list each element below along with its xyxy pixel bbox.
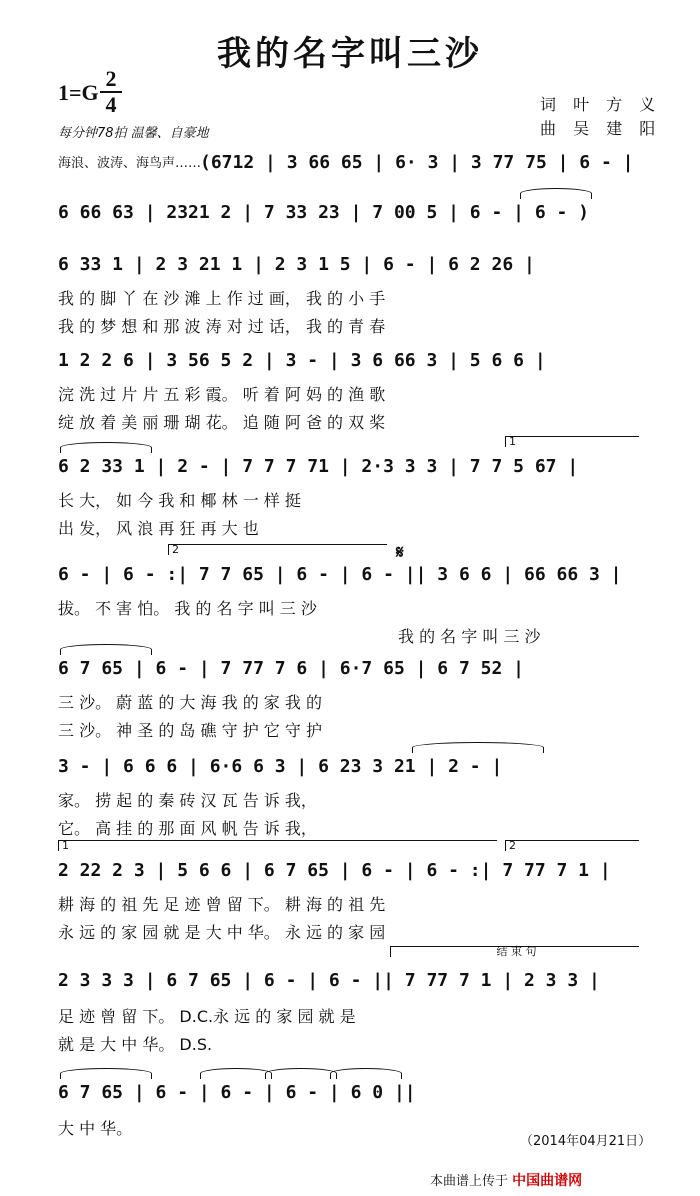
score-system-10 — [0, 945, 700, 1054]
lyric-verse-2: 它。 高 挂 的 那 面 风 帆 告 诉 我， — [58, 819, 317, 838]
notes-line: 2 3 3 3 | 6 7 65 | 6 - | 6 - || 7 77 7 1 | 2 3 3 | — [58, 970, 600, 991]
lyric-verse-2: 就 是 大 中 华。 D.S. — [58, 1035, 213, 1054]
tie-arc — [520, 188, 592, 199]
lyric-verse-1: 耕 海 的 祖 先 足 迹 曾 留 下。 耕 海 的 祖 先 — [58, 895, 386, 914]
lyric-verse-2: 我 的 梦 想 和 那 波 涛 对 过 话， 我 的 青 春 — [58, 317, 386, 336]
site-logo[interactable]: 中国曲谱网 — [512, 1173, 583, 1189]
ending-phrase-bracket: 结 束 句 — [390, 946, 639, 957]
lyric-verse-1: 拔。 不 害 怕。 我 的 名 字 叫 三 沙 — [58, 599, 317, 618]
score-system-11 — [0, 1082, 700, 1138]
slur-arc — [412, 742, 544, 753]
lyric-verse-1: 长 大， 如 今 我 和 椰 林 一 样 挺 — [58, 491, 301, 510]
lyric-verse-1: 浣 洗 过 片 片 五 彩 霞。 听 着 阿 妈 的 渔 歌 — [58, 385, 386, 404]
key-signature: 1=G — [58, 80, 99, 105]
slur-arc — [60, 442, 152, 453]
volta-2: 2 — [168, 544, 387, 555]
notes-line: 6 66 63 | 2321 2 | 7 33 23 | 7 00 5 | 6 - | 6 - ) — [58, 202, 590, 223]
time-signature — [100, 68, 122, 116]
score-system-6 — [0, 542, 700, 646]
composer-credit: 曲 吴 建 阳 — [540, 119, 662, 138]
lyric-verse-2: 三 沙。 神 圣 的 岛 礁 守 护 它 守 护 — [58, 721, 322, 740]
score-system-5 — [0, 435, 700, 538]
time-signature-top: 2 — [105, 66, 117, 91]
time-signature-bottom: 4 — [105, 92, 117, 117]
tempo-marking: 每分钟78拍 温馨、自豪地 — [58, 126, 209, 141]
volta-2: 2 — [505, 840, 639, 851]
intro-label: 海浪、波涛、海鸟声…… — [58, 156, 202, 171]
score-system-9 — [0, 839, 700, 942]
notes-line: 1 2 2 6 | 3 56 5 2 | 3 - | 3 6 66 3 | 5 6 6 | — [58, 350, 546, 371]
lyric-verse-1: 足 迹 曾 留 下。 D.C.永 远 的 家 园 就 是 — [58, 1007, 356, 1026]
lyric-verse-2: 绽 放 着 美 丽 珊 瑚 花。 追 随 阿 爸 的 双 桨 — [58, 413, 386, 432]
score-system-3 — [0, 254, 700, 336]
lyric-verse-1: 我 的 脚 丫 在 沙 滩 上 作 过 画， 我 的 小 手 — [58, 289, 386, 308]
date-stamp: （2014年04月21日） — [520, 1134, 652, 1149]
notes-line: 6 7 65 | 6 - | 6 - | 6 - | 6 0 || — [58, 1082, 416, 1103]
score-system-8 — [0, 756, 700, 838]
notes-line: 6 - | 6 - :| 7 7 65 | 6 - | 6 - || 3 6 6 | 66 66 3 | — [58, 564, 622, 585]
footer — [430, 1170, 582, 1190]
score-system-4 — [0, 350, 700, 432]
lyric-verse-2: 我 的 名 字 叫 三 沙 — [398, 627, 541, 646]
lyricist-credit: 词 叶 方 义 — [540, 95, 662, 114]
lyric-verse-1: 家。 捞 起 的 秦 砖 汉 瓦 告 诉 我， — [58, 791, 317, 810]
score-system-2 — [0, 202, 700, 223]
tie-arc — [200, 1068, 272, 1079]
page-title: 我的名字叫三沙 — [217, 34, 483, 74]
lyric-verse-1: 三 沙。 蔚 蓝 的 大 海 我 的 家 我 的 — [58, 693, 322, 712]
lyric-verse-2: 出 发， 风 浪 再 狂 再 大 也 — [58, 519, 259, 538]
score-system-7 — [0, 658, 700, 740]
tie-arc — [265, 1068, 337, 1079]
slur-arc — [60, 1068, 152, 1079]
notes-line: 6 33 1 | 2 3 21 1 | 2 3 1 5 | 6 - | 6 2 26 | — [58, 254, 535, 275]
segno-icon: 𝄋 — [396, 542, 404, 563]
notes-line: (6712 | 3 66 65 | 6· 3 | 3 77 75 | 6 - | — [200, 152, 634, 173]
slur-arc — [60, 644, 152, 655]
notes-line: 3 - | 6 6 6 | 6·6 6 3 | 6 23 3 21 | 2 - | — [58, 756, 503, 777]
notes-line: 6 2 33 1 | 2 - | 7 7 7 71 | 2·3 3 3 | 7 7 5 67 | — [58, 456, 579, 477]
lyric-verse-1: 大 中 华。 — [58, 1119, 133, 1138]
tie-arc — [330, 1068, 402, 1079]
volta-1: 1 — [505, 436, 639, 447]
footer-text: 本曲谱上传于 — [430, 1174, 509, 1189]
notes-line: 2 22 2 3 | 5 6 6 | 6 7 65 | 6 - | 6 - :| 7 77 7 1 | — [58, 860, 611, 881]
volta-1: 1 — [58, 840, 497, 851]
notes-line: 6 7 65 | 6 - | 7 77 7 6 | 6·7 65 | 6 7 52 | — [58, 658, 524, 679]
lyric-verse-2: 永 远 的 家 园 就 是 大 中 华。 永 远 的 家 园 — [58, 923, 386, 942]
